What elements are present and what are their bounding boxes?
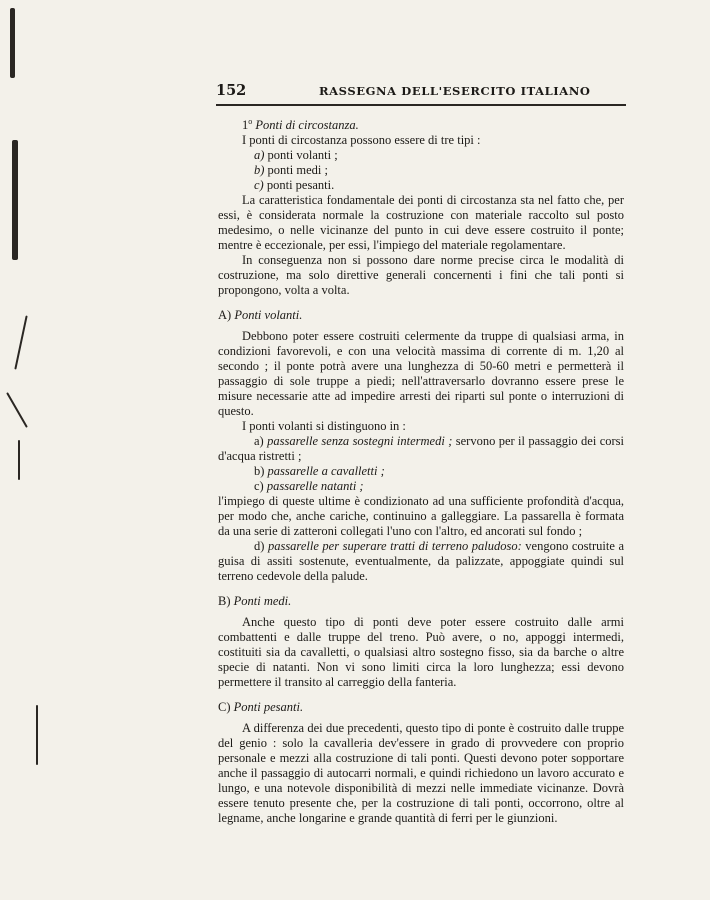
paragraph: Debbono poter essere costruiti celermente da truppe di qualsiasi arma, in condizioni favorevoli, e con una velocità massima di corrente di m. 1,20 al secondo ; il ponte potrà avere una lunghezza di 50-60 metri e permetterà il passaggio di sole truppe a piedi; nell'attraversarlo dovranno essere prese le misure necessarie atte ad impedire arresti dei riparti sul ponte o interruzioni di questo. xyxy=(218,329,624,418)
intro-text: I ponti di circostanza possono essere di tre tipi : xyxy=(242,133,481,147)
paragraph: La caratteristica fondamentale dei ponti di circostanza sta nel fatto che, per essi, è considerata normale la costruzione con materiale raccolto sul posto medesimo, o nelle vicinanze del punto in cui deve essere costruito il ponte; mentre è eccezionale, per essi, l'impiego del materiale regolamentare. xyxy=(218,193,624,252)
list-item: a) passarelle senza sostegni intermedi ; servono per il passaggio dei corsi d'acqua ristretti ; xyxy=(218,434,625,463)
scan-mark xyxy=(10,8,15,78)
page-header xyxy=(216,82,626,102)
scan-mark xyxy=(14,315,27,369)
running-title: RASSEGNA DELL'ESERCITO ITALIANO xyxy=(319,84,591,98)
list-item: a) ponti volanti ; xyxy=(254,148,338,162)
section-title xyxy=(218,118,624,133)
paragraph: l'impiego di queste ultime è condizionato ad una sufficiente profondità d'acqua, per modo che, anche cariche, continuino a galleggiare. La passarella è formata da una serie di zatteroni collegati l'uno con l'altro, ed ancorati sul fondo ; xyxy=(218,494,624,538)
list-item: d) passarelle per superare tratti di terreno paludoso: vengono costruite a guisa di assiti sostenute, eventualmente, da palizzate, appoggiate quindi sul terreno cedevole della palude. xyxy=(218,539,624,583)
header-rule xyxy=(216,104,626,106)
paragraph: A differenza dei due precedenti, questo tipo di ponte è costruito dalle truppe del genio : solo la cavalleria dev'essere in grado di provvedere con proprio personale e mezzi alla costruzione di tali ponti. Questi devono poter sopportare anche il passaggio di autocarri normali, e quindi richiedono un lavoro accurato e lungo, e una notevole disponibilità di mezzi nelle immediate vicinanze. Dovrà essere tenuto presente che, per la costruzione di tali ponti, occorrono, oltre al legname, anche longarine e grande quantità di ferri per le giunzioni. xyxy=(218,721,624,825)
section-title-number: 1 xyxy=(242,118,249,132)
section-title-text: Ponti di circostanza. xyxy=(255,118,359,132)
paragraph: In conseguenza non si possono dare norme precise circa le modalità di costruzione, ma solo direttive generali concernenti i fini che tali ponti si propongono, volta a volta. xyxy=(218,253,624,297)
list-item: b) ponti medi ; xyxy=(254,163,328,177)
heading-ponti-medi: B) Ponti medi. xyxy=(218,594,292,608)
list-item: c) ponti pesanti. xyxy=(254,178,335,192)
scan-mark xyxy=(12,140,18,260)
heading-ponti-pesanti: C) Ponti pesanti. xyxy=(218,700,304,714)
paragraph: Anche questo tipo di ponti deve poter essere costruito dalle armi combattenti e dalle truppe del treno. Può avere, o no, appoggi intermedi, costituiti sia da cavalletti, o qualsiasi altro sostegno fisso, sia da barche o altre specie di natanti. Non vi sono limiti circa la loro lunghezza; essi devono permettere il transito al carreggio della fanteria. xyxy=(218,615,624,689)
list-item: c) passarelle natanti ; xyxy=(254,479,364,493)
paragraph: I ponti volanti si distinguono in : xyxy=(242,419,406,433)
heading-ponti-volanti: A) Ponti volanti. xyxy=(218,308,303,322)
scan-mark xyxy=(36,705,38,765)
section-title-ordinal: o xyxy=(248,116,253,126)
article-body xyxy=(218,118,624,826)
scan-mark xyxy=(18,440,20,480)
scan-mark xyxy=(6,392,28,428)
list-item: b) passarelle a cavalletti ; xyxy=(254,464,385,478)
page-number: 152 xyxy=(216,82,247,99)
